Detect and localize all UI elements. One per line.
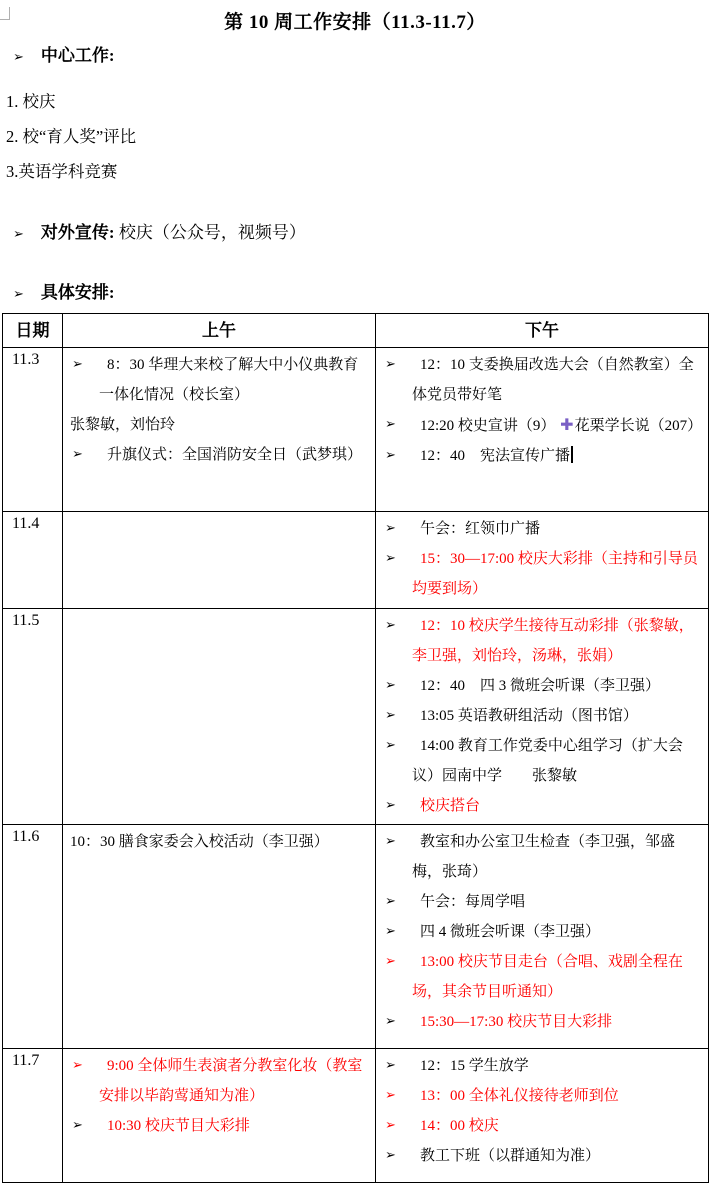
section-publicity (13, 221, 710, 247)
schedule-table-body (3, 348, 709, 1183)
item-text: 升旗仪式：全国消防安全日（武梦琪） (107, 447, 363, 463)
date-cell[interactable]: 11.3 (3, 348, 63, 512)
schedule-item (376, 1051, 704, 1081)
document-title: 第 10 周工作安排（11.3-11.7） (224, 12, 486, 33)
bullet-arrow-icon: ➢ (385, 521, 396, 536)
item-text: 校庆搭台 (420, 798, 481, 814)
table-row (3, 1049, 709, 1183)
schedule-item (376, 441, 704, 471)
bullet-arrow-icon: ➢ (385, 834, 396, 849)
bullet-arrow-icon: ➢ (385, 1148, 396, 1163)
section-center-work (13, 44, 710, 70)
bullet-arrow-icon: ➢ (385, 1058, 396, 1073)
schedule-item (376, 701, 704, 731)
morning-cell[interactable] (63, 348, 376, 512)
item-text: 10:30 校庆节目大彩排 (107, 1118, 250, 1134)
item-text: 13：00 全体礼仪接待老师到位 (420, 1088, 619, 1104)
bullet-arrow-icon: ➢ (385, 738, 396, 753)
bullet-arrow-icon: ➢ (72, 357, 83, 372)
schedule-item (376, 410, 704, 441)
item-text: 花栗学长说（207） (574, 418, 703, 434)
item-text: 15:30—17:30 校庆节目大彩排 (420, 1014, 613, 1030)
morning-cell[interactable] (63, 1049, 376, 1183)
text-cursor (571, 446, 573, 463)
schedule-item (376, 887, 704, 917)
schedule-item (63, 1051, 371, 1111)
afternoon-cell[interactable] (376, 348, 709, 512)
item-text: 13:05 英语教研组活动（图书馆） (420, 708, 638, 724)
item-text: 13:00 校庆节目走台（合唱、戏剧全程在场，其余节目听通知） (412, 954, 683, 1000)
table-row (3, 609, 709, 825)
bullet-arrow-icon: ➢ (72, 1118, 83, 1133)
schedule-item (63, 410, 371, 440)
item-text: 午会：每周学唱 (420, 894, 526, 910)
bullet-arrow-icon: ➢ (385, 551, 396, 566)
item-text: 四 4 微班会听课（李卫强） (420, 924, 601, 940)
list-item: 1. 校庆 (6, 92, 56, 111)
item-text: 9:00 全体师生表演者分教室化妆（教室安排以毕韵莺通知为准） (99, 1058, 363, 1104)
bullet-arrow-icon: ➢ (385, 417, 396, 432)
section-publicity-label: 对外宣传: (40, 223, 115, 242)
schedule-item (376, 791, 704, 821)
schedule-item (376, 671, 704, 701)
afternoon-cell[interactable] (376, 609, 709, 825)
schedule-item (63, 1111, 371, 1141)
column-header-morning: 上午 (63, 314, 376, 348)
item-text: 15：30—17:00 校庆大彩排（主持和引导员均要到场） (412, 551, 698, 597)
item-text: 10：30 膳食家委会入校活动（李卫强） (70, 834, 329, 850)
date-cell[interactable]: 11.6 (3, 825, 63, 1049)
schedule-item (376, 544, 704, 604)
schedule-item (376, 1111, 704, 1141)
item-text: 12：10 支委换届改选大会（自然教室）全体党员带好笔 (412, 357, 694, 403)
bullet-arrow-icon: ➢ (385, 924, 396, 939)
schedule-item (63, 827, 371, 857)
schedule-item (376, 947, 704, 1007)
bullet-arrow-icon: ➢ (385, 678, 396, 693)
schedule-item (63, 350, 371, 410)
list-item: 3.英语学科竞赛 (6, 162, 118, 181)
document-page (0, 7, 710, 1164)
morning-cell[interactable] (63, 512, 376, 609)
afternoon-cell[interactable] (376, 825, 709, 1049)
bullet-arrow-icon: ➢ (385, 1088, 396, 1103)
table-row (3, 512, 709, 609)
bullet-arrow-icon: ➢ (385, 954, 396, 969)
schedule-item (376, 350, 704, 410)
bullet-arrow-icon: ➢ (385, 448, 396, 463)
item-text: 12：10 校庆学生接待互动彩排（张黎敏，李卫强，刘怡玲，汤琳，张娟） (412, 618, 694, 664)
center-work-list (6, 84, 710, 189)
column-header-afternoon: 下午 (376, 314, 709, 348)
table-header-row (3, 314, 709, 348)
afternoon-cell[interactable] (376, 1049, 709, 1183)
item-text: 14：00 校庆 (420, 1118, 499, 1134)
item-text: 午会：红领巾广播 (420, 521, 541, 537)
item-text: 教工下班（以群通知为准） (420, 1148, 601, 1164)
bullet-arrow-icon: ➢ (72, 447, 83, 462)
section-detail-label: 具体安排: (40, 283, 115, 302)
morning-cell[interactable] (63, 609, 376, 825)
schedule-item (376, 1141, 704, 1171)
table-row (3, 825, 709, 1049)
bullet-arrow-icon: ➢ (13, 50, 24, 65)
schedule-item (376, 917, 704, 947)
bullet-arrow-icon: ➢ (13, 227, 24, 242)
bullet-arrow-icon: ➢ (13, 287, 24, 302)
item-text: 12：15 学生放学 (420, 1058, 529, 1074)
bullet-arrow-icon: ➢ (385, 1014, 396, 1029)
section-publicity-text: 校庆（公众号，视频号） (118, 223, 306, 242)
schedule-item (376, 1081, 704, 1111)
schedule-item (376, 1007, 704, 1037)
item-text: 教室和办公室卫生检查（李卫强，邹盛梅，张琦） (412, 834, 676, 880)
item-text: 张黎敏，刘怡玲 (70, 417, 176, 433)
column-header-date: 日期 (3, 314, 63, 348)
bullet-arrow-icon: ➢ (385, 357, 396, 372)
item-text: 12:20 校史宣讲（9） (420, 418, 560, 434)
bullet-arrow-icon: ➢ (385, 708, 396, 723)
date-cell[interactable]: 11.5 (3, 609, 63, 825)
schedule-item (376, 611, 704, 671)
schedule-item (376, 731, 704, 791)
schedule-item (63, 440, 371, 470)
date-cell[interactable]: 11.7 (3, 1049, 63, 1183)
schedule-item (376, 827, 704, 887)
list-item: 2. 校“育人奖”评比 (6, 127, 137, 146)
bullet-arrow-icon: ➢ (385, 618, 396, 633)
item-text: 14:00 教育工作党委中心组学习（扩大会议）园南中学 张黎敏 (412, 738, 683, 784)
afternoon-cell[interactable] (376, 512, 709, 609)
plus-cross-icon: ✚ (560, 415, 574, 434)
schedule-table (2, 313, 709, 1183)
schedule-item (376, 514, 704, 544)
section-detail (13, 281, 710, 307)
section-center-work-label: 中心工作: (40, 46, 115, 65)
date-cell[interactable]: 11.4 (3, 512, 63, 609)
bullet-arrow-icon: ➢ (385, 1118, 396, 1133)
table-row (3, 348, 709, 512)
item-text: 12：40 宪法宣传广播 (420, 448, 571, 464)
bullet-arrow-icon: ➢ (385, 894, 396, 909)
bullet-arrow-icon: ➢ (72, 1058, 83, 1073)
table-handle-mark (0, 7, 10, 20)
item-text: 12：40 四 3 微班会听课（李卫强） (420, 678, 661, 694)
morning-cell[interactable] (63, 825, 376, 1049)
bullet-arrow-icon: ➢ (385, 798, 396, 813)
item-text: 8：30 华理大来校了解大中小仪典教育一体化情况（校长室） (99, 357, 359, 403)
